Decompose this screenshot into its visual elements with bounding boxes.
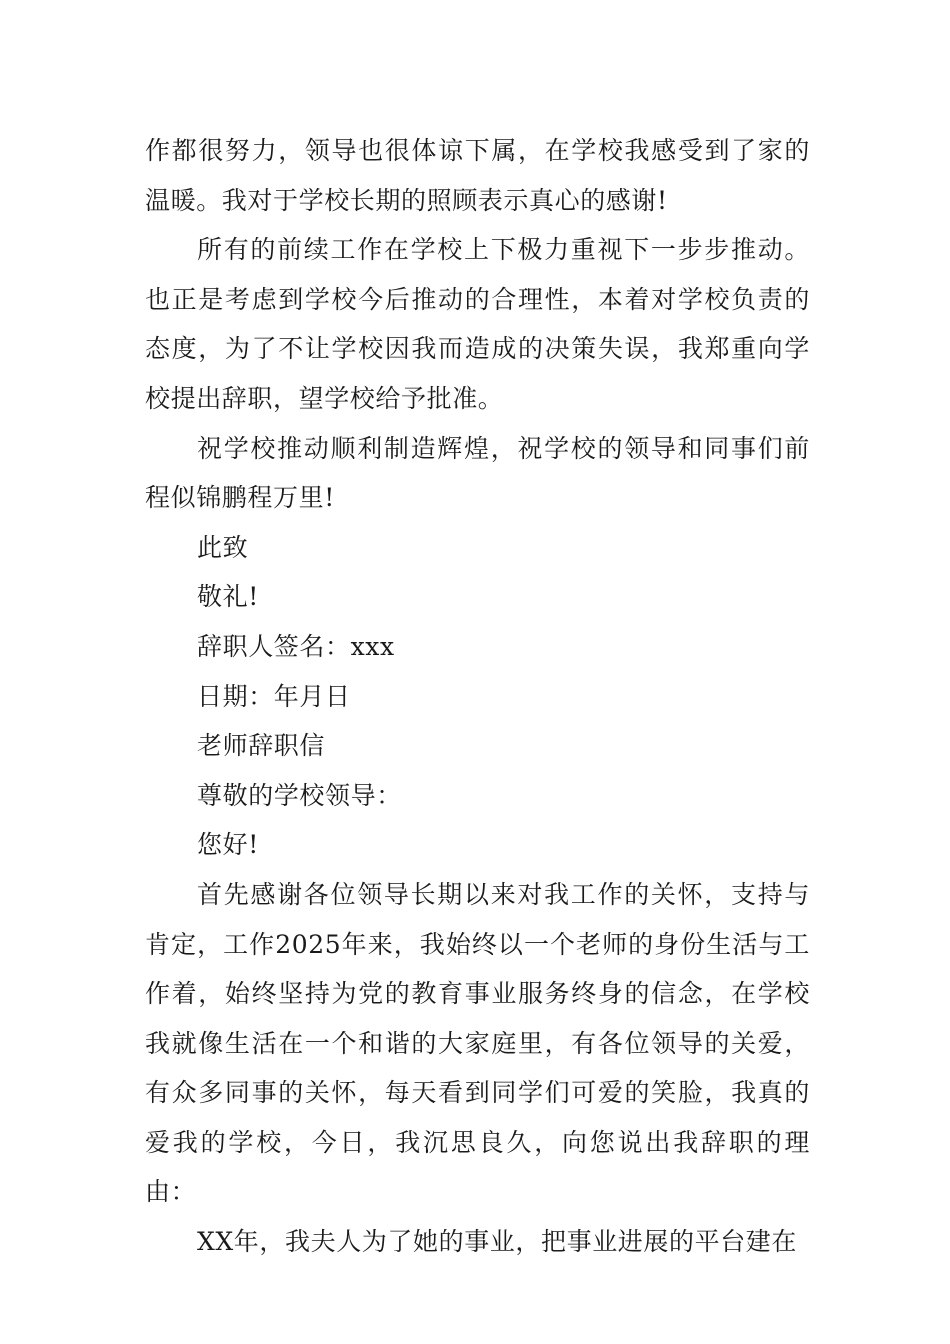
signature-line: 辞职人签名：xxx — [197, 631, 395, 661]
closing-regards: 敬礼! — [197, 582, 259, 612]
paragraph-gratitude: 首先感谢各位领导长期以来对我工作的关怀，支持与肯定，工作2025年来，我始终以一个老师的身份生活与工作着，始终坚持为党的教育事业服务终身的信念，在学校我就像生活在一个和谐的大家庭里，有各位领导的关爱，有众多同事的关怀，每天看到同学们可爱的笑脸，我真的爱我的学校，今日，我沉思良久，向您说出我辞职的理由： — [145, 879, 810, 1207]
letter-addressee: 尊敬的学校领导： — [197, 780, 402, 810]
paragraph-preparation: 所有的前续工作在学校上下极力重视下一步步推动。也正是考虑到学校今后推动的合理性，本着对学校负责的态度，为了不让学校因我而造成的决策失误，我郑重向学校提出辞职，望学校给予批准。 — [145, 235, 810, 413]
letter-title: 老师辞职信 — [197, 731, 326, 761]
letter-greeting: 您好! — [197, 830, 259, 860]
date-line: 日期：年月日 — [197, 681, 351, 711]
document-body — [145, 126, 810, 1267]
paragraph-continuation: 作都很努力，领导也很体谅下属，在学校我感受到了家的温暖。我对于学校长期的照顾表示真心的感谢! — [145, 136, 810, 215]
paragraph-reason: XX年，我夫人为了她的事业，把事业进展的平台建在 — [197, 1227, 797, 1257]
paragraph-wishes: 祝学校推动顺利制造辉煌，祝学校的领导和同事们前程似锦鹏程万里! — [145, 433, 810, 513]
closing-salutation: 此致 — [197, 532, 249, 562]
